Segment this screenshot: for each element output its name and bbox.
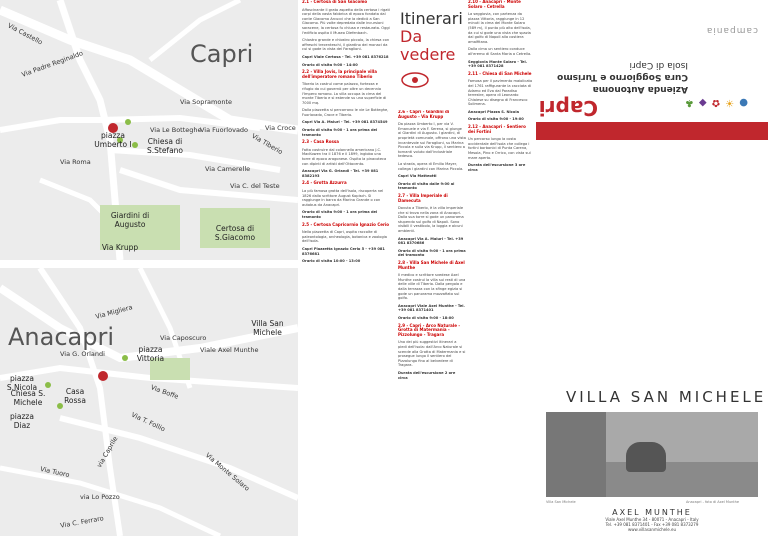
section-body: Nella piazzetta di Capri, ospita raccolte di paleontologia, archeologia, botanica e zoologia dell'isola. [302, 230, 387, 244]
street-label: Via Castello [6, 21, 44, 47]
street-label: Via C. Ferraro [59, 514, 105, 530]
map-anacapri[interactable] [0, 268, 298, 536]
street-label: Via C. del Teste [230, 182, 280, 190]
wall-shape [546, 412, 606, 497]
cover-section [536, 0, 768, 140]
section-heading: 2.4 - Grotta Azzurra [302, 180, 347, 186]
poi-giardini-augusto[interactable]: Giardini di Augusto [110, 211, 150, 229]
street-label: Via Monte Solaro [203, 451, 252, 493]
poi-certosa[interactable]: Certosa di S.Giacomo [214, 224, 256, 242]
poi-via-krupp[interactable]: Via Krupp [101, 243, 139, 252]
section-body: Da piazza Umberto I, per via V. Emanuele e via F. Serena, si giunge ai Giardini di Augusto. I giardini, di proprietà comunale, offrono una vista incantevole sui Faraglioni, su Marina Piccola e sulla via Krupp, il sentiero a tornanti voluto dall'industriale tedesco. [398, 122, 466, 159]
section-heading: 2.5 - Certosa Capricornio Ignazio Cerio [302, 221, 390, 227]
section-heading: 2.6 - Capri - Giardini di Augusto - Via Krupp [398, 110, 450, 119]
section-info: Capri Viale Certosa - Tel. +39 081 8376218 [302, 54, 389, 59]
itinerary-title: Itinerari [400, 9, 463, 28]
text-column-2 [398, 110, 466, 536]
section-body: Un percorso lungo la costa occidentale dell'isola che collega i fortini borbonici di Punta Carena, Mesola, Pino e Orrico, con vista sul mare aperto. [468, 137, 531, 160]
street-label: Via Tuoro [39, 464, 71, 480]
street-label: Via Sopramonte [180, 98, 233, 106]
poi-piazza-umberto[interactable]: piazza Umberto I [94, 131, 132, 149]
section-body: Famosa per il pavimento maiolicato del 1761 raffigurante la cacciata di Adamo ed Eva dal Paradiso terrestre, opera di Leonardo Chiaiese su disegno di Francesco Solimena. [468, 79, 533, 107]
section-body: Fatta costruire dal colonnello americano J.C. MacKowen tra il 1876 e il 1899, ingloba una torre di epoca aragonese. Ospita la pinacoteca con dipinti di artisti dell'Ottocento. [302, 147, 387, 166]
org-line-2: Cura Soggiorno e Turismo [557, 72, 688, 82]
section-info: Orario di visita dalle 9:00 al tramonto [398, 181, 455, 191]
bottle-icon: ◆ [698, 97, 707, 108]
street-label: Via Camerelle [205, 165, 251, 173]
street-label: Viale Axel Munthe [200, 346, 259, 354]
footer-web[interactable]: www.villasanmichele.eu [628, 527, 676, 532]
town-capri: Capri [190, 40, 254, 68]
footer-address: Viale Axel Munthe 34 - 80071 - Anacapri - Italy [605, 517, 699, 522]
section-info: Orario di visita 9:00 - 18:00 [398, 315, 454, 320]
street-label: via Caprile [95, 435, 120, 469]
section-body: Dalla cima un sentiero conduce all'eremo di Santa Maria a Cetrella. [468, 47, 532, 56]
section-info: Anacapri Viale Axel Munthe - Tel. +39 081 8371401 [398, 303, 465, 313]
brand-logo: campania [705, 25, 758, 35]
section-body: La seggiovia, con partenza da piazza Vittoria, raggiunge in 12 minuti la cima del Monte Solaro (589 m), il punto più alto dell'isola, da cui si gode una vista che spazia dal golfo di Napoli alla costiera amalfitana. [468, 12, 531, 44]
bar-title: Capri [538, 96, 598, 120]
section-body: Chiostro grande e chiostro piccolo, la chiesa con affreschi trecenteschi, il giardino dei monaci da cui si gode la vista dei Faraglioni. [302, 38, 390, 52]
town-anacapri: Anacapri [8, 323, 115, 351]
street-label: Via Roma [60, 158, 91, 166]
section-info: Capri Via Matteotti [398, 174, 437, 179]
section-body: La strada, opera di Emilio Mayer, collega i giardini con Marina Piccola. [398, 161, 464, 171]
section-body: Tiberio la costruì come palazzo, fortezza e rifugio da cui governò per oltre un decennio l'Impero romano. La villa occupa la cima del monte Tiberio e si estende su una superficie di 7000 mq. [302, 82, 387, 105]
poi-chiesa-stefano[interactable]: Chiesa di S.Stefano [146, 137, 184, 155]
section-heading: 2.2 - Villa Jovis, la principale villa dell'imperatore romano Tiberio [302, 69, 377, 79]
section-body: Dalla piazzetta si percorrono le vie Le Botteghe, Fuorlovado, Croce e Tiberio. [302, 108, 389, 117]
street-label: Via Le Botteghe [150, 126, 202, 134]
section-info: Durata dell'escursione 3 ore circa [468, 163, 526, 172]
street-label: Via Padre Reginaldo [20, 49, 85, 79]
icon-row [685, 96, 748, 115]
footer [536, 508, 768, 532]
section-info: Capri Via A. Maiuri - Tel. +39 081 8374549 [302, 120, 388, 125]
street-label: Via G. Orlandi [60, 350, 105, 358]
section-info: Orario di visita 9:00 - 1 ora prima del tramonto [302, 128, 378, 137]
section-heading: 2.8 - Villa San Michele di Axel Munthe [398, 260, 465, 270]
itinerary-subtitle: Da vedere [400, 27, 456, 64]
poi-chiesa-michele[interactable]: Chiesa S. Michele [10, 389, 46, 407]
section-heading: 2.1 - Certosa di San Giacomo [302, 0, 368, 4]
poi-piazza-vittoria[interactable]: piazza Vittoria [136, 345, 165, 363]
photo-caption-left: Villa San Michele [546, 500, 576, 504]
section-body: La più famosa grotta dell'isola, riscoperta nel 1826 dallo scrittore August Kopisch. Si raggiunge in barca da Marina Grande o con autobus da Anacapri. [302, 189, 384, 207]
org-line-1: Azienda Autonoma [592, 84, 688, 94]
section-info: Orario di visita 9:00 - 1 ora prima del tramonto [398, 248, 466, 258]
section-info: Durata dell'escursione 2 ore circa [398, 370, 456, 380]
flower-icon: ✿ [711, 97, 721, 108]
villa-title: VILLA SAN MICHELE [566, 388, 767, 406]
street-label: Via Caposcuro [160, 334, 207, 342]
street-label: Via Fuorlovado [200, 126, 249, 134]
section-info: Orario di visita 10:00 - 13:00 [302, 259, 361, 264]
section-info: Seggiovia Monte Solaro - Tel. +39 081 8371428 [468, 59, 528, 69]
footer-tel: Tel. +39 081 8371401 - Fax +39 081 8373279 [605, 522, 699, 527]
section-info: Anacapri Piazza S. Nicola [468, 109, 519, 114]
section-body: Uno dei più suggestivi itinerari a piedi dell'isola: dall'Arco Naturale si scende alla Grotta di Matermania e si prosegue lungo il sentiero del Pizzolungo fino al belvedere di Tragara. [398, 340, 466, 368]
section-info: Orario di visita 9:00 - 19:00 [468, 117, 524, 122]
red-bar [536, 122, 768, 140]
section-heading: 2.12 - Anacapri - Sentiero dei Fortini [468, 124, 526, 134]
section-heading: 2.9 - Capri - Arco Naturale - Grotta di Matermania - Pizzolungo - Tragara [398, 322, 461, 337]
section-heading: 2.3 - Casa Rossa [302, 139, 339, 145]
section-heading: 2.10 - Anacapri - Monte Solaro - Cetrella [468, 0, 521, 9]
section-heading: 2.11 - Chiesa di San Michele [468, 70, 532, 76]
org-line-3: Isola di Capri [629, 60, 688, 70]
street-label: Via Tiberio [250, 131, 285, 157]
right-panel [536, 0, 768, 536]
section-heading: 2.7 - Villa Imperiale di Damecuta [398, 192, 448, 203]
street-label: Via Boffe [149, 383, 180, 401]
poi-piazza-nicola[interactable]: piazza S.Nicola [6, 374, 38, 392]
street-label: Via Migliera [94, 303, 134, 321]
street-label: Via Croce [265, 124, 296, 132]
street-label: Via T. Follio [130, 410, 167, 434]
sun-icon: ☀ [725, 97, 735, 108]
sphinx-shape [626, 442, 666, 472]
section-body: Dovuta a Tiberio, è la villa imperiale che si trova nella zona di Anacapri. Dalla sua torre si gode un panorama stupendo sul golfo di Napoli. Sono visibili il vestibolo, la loggia e alcuni ambienti. [398, 206, 464, 234]
section-body: Affascinante il grato aspetto della certosa i rigati corpi della vasta fabbrica di epoca fondata dal conte Giacomo Arcucci che la dedicò a San Giacomo. Più volte depredata dalle incursioni saracene, la certosa fu chiusa e restaurata. Oggi l'edificio ospita il Museo Diefenbach. [302, 7, 390, 35]
footer-name: AXEL MUNTHE [612, 508, 692, 517]
leaf-icon: ♣ [684, 97, 694, 108]
poi-piazza-diaz[interactable]: piazza Diaz [10, 412, 34, 430]
section-info: Orario di visita 9:00 - 1 ora prima del tramonto [302, 210, 378, 219]
text-column-1 [302, 0, 390, 536]
section-info: Orario di visita 9:00 - 14:00 [302, 62, 358, 67]
itinerary-header [400, 10, 464, 96]
section-info: Anacapri Via A. Maiuri - Tel. +39 081 8370686 [398, 236, 464, 246]
poi-casa-rossa[interactable]: Casa Rossa [64, 387, 86, 405]
eye-icon [400, 68, 430, 92]
map-capri[interactable] [0, 0, 298, 260]
poi-villa-san-michele[interactable]: Villa San Michele [251, 319, 284, 337]
section-info: Capri Piazzetta Ignazio Cerio 5 - +39 081 8376681 [302, 246, 385, 256]
section-body: Il medico e scrittore svedese Axel Munthe costruì la villa sui resti di una delle ville di Tiberio. Dalla pergola e dalla terrazza con la sfinge egizia si gode un panorama mozzafiato sul golfo. [398, 273, 466, 301]
text-column-3 [468, 0, 534, 536]
fish-icon: ● [739, 97, 748, 108]
villa-photo [546, 412, 758, 497]
section-info: Anacapri Via G. Orlandi - Tel. +39 081 8382193 [302, 169, 379, 178]
street-label: via Lo Pozzo [80, 493, 120, 501]
photo-caption-right: Anacapri - foto di Axel Munthe [686, 500, 740, 504]
